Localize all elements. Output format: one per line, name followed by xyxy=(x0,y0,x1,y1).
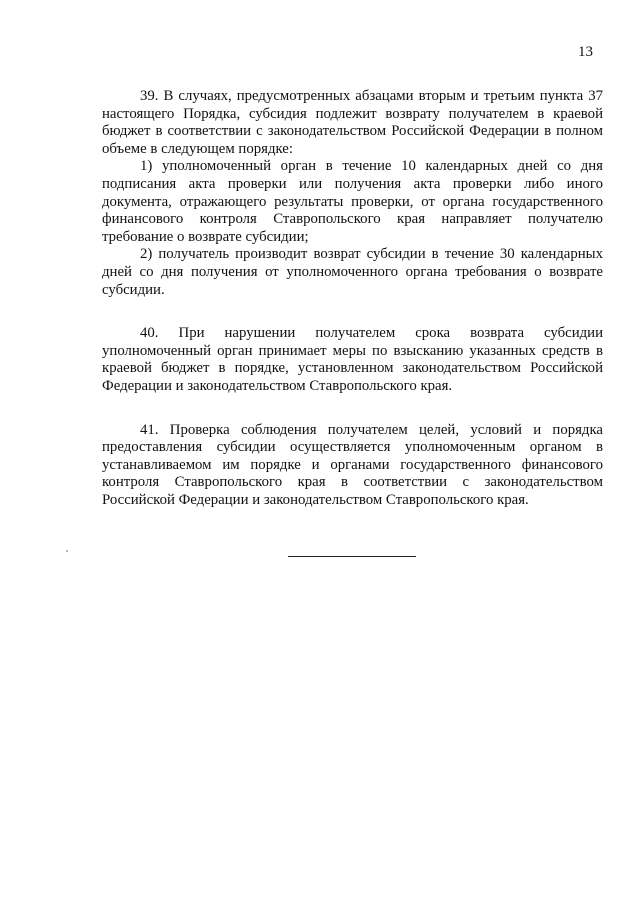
paragraph-39-item-2: 2) получатель производит возврат субсидии в течение 30 календарных дней со дня получения от уполномоченного органа требования о возврате субсидии. xyxy=(102,246,603,298)
paragraph-39: 39. В случаях, предусмотренных абзацами вторым и третьим пункта 37 настоящего Порядка, субсидия подлежит возврату получателем в краевой бюджет в соответствии с законодательством Российской Федерации в полном объеме в следующем порядке: xyxy=(102,88,603,157)
paragraph-39-item-1: 1) уполномоченный орган в течение 10 календарных дней со дня подписания акта проверки или получения акта проверки либо иного документа, отражающего результаты проверки, от органа государственного финансового контроля Ставропольского края направляет получателю требование о возврате субсидии; xyxy=(102,158,603,245)
paragraph-41: 41. Проверка соблюдения получателем целей, условий и порядка предоставления субсидии осуществляется уполномоченным органом в устанавливаемом им порядке и органами государственного финансового контроля Ставропольского края в соответствии с законодательством Российской Федерации и законодательством Ставропольского края. xyxy=(102,421,603,508)
paragraph-spacer xyxy=(102,396,603,422)
scan-artifact xyxy=(66,550,68,552)
paragraph-spacer xyxy=(102,299,603,325)
closing-divider xyxy=(288,556,416,557)
document-body xyxy=(102,88,603,509)
page-number: 13 xyxy=(578,44,593,60)
paragraph-40: 40. При нарушении получателем срока возврата субсидии уполномоченный орган принимает меры по взысканию указанных средств в краевой бюджет в порядке, установленном законодательством Российской Федерации и законодательством Ставропольского края. xyxy=(102,325,603,394)
